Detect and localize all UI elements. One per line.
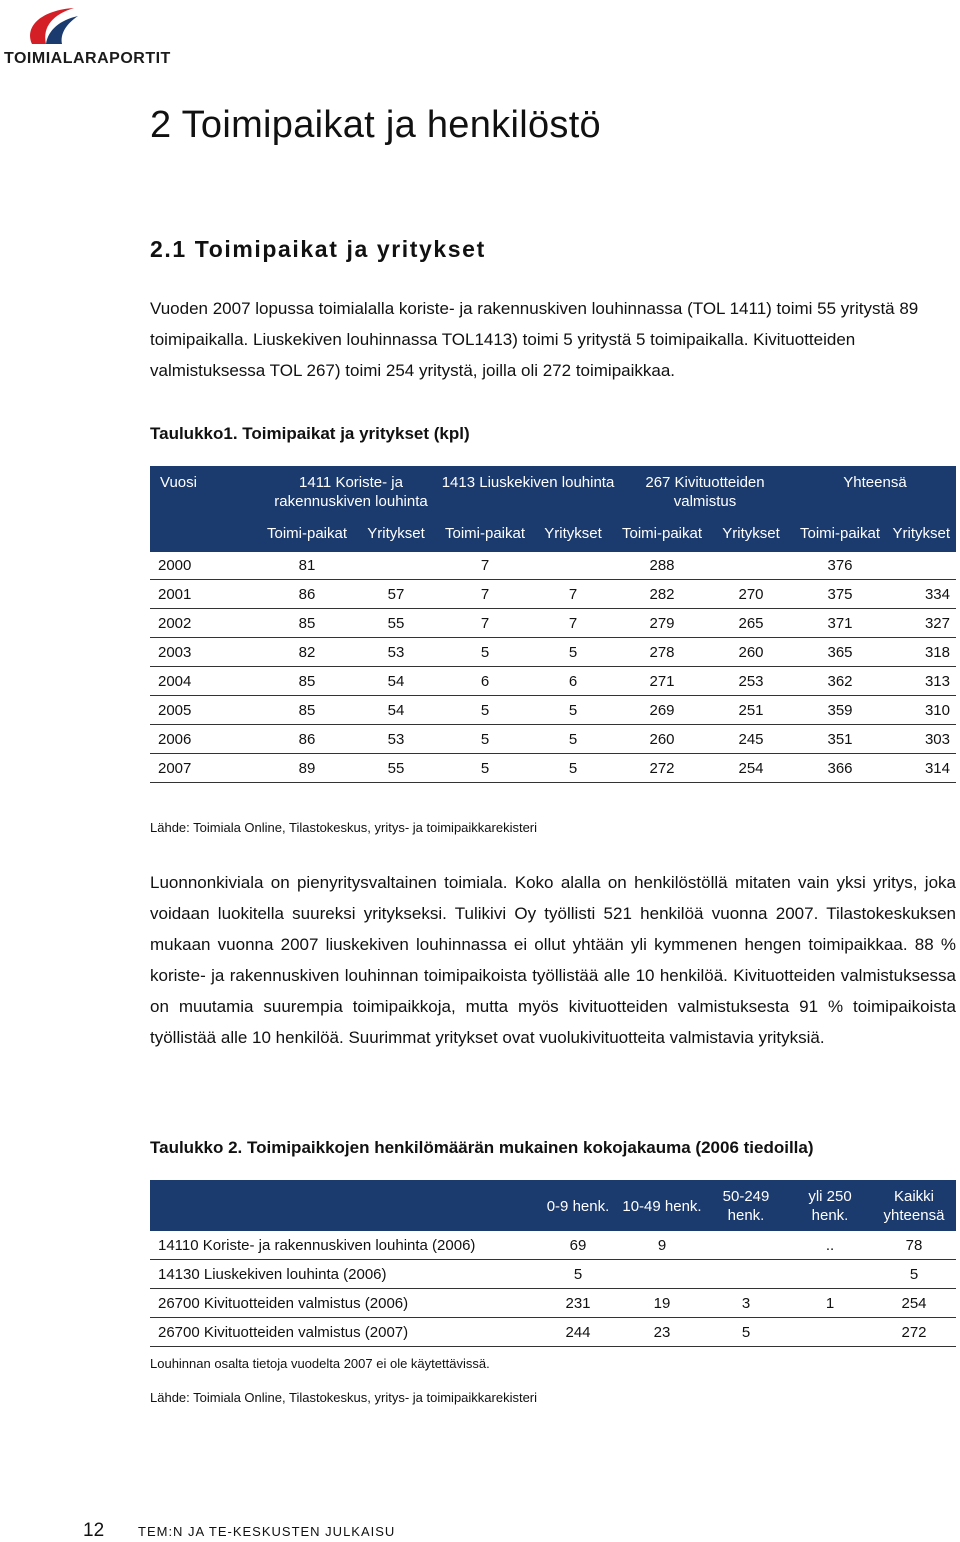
section-title: 2.1 Toimipaikat ja yritykset <box>150 236 486 262</box>
cell <box>704 1231 788 1260</box>
cell: 272 <box>616 754 708 783</box>
cell <box>352 552 440 580</box>
cell <box>530 552 616 580</box>
table-row <box>150 552 956 580</box>
cell: 54 <box>352 696 440 725</box>
cell: 6 <box>440 667 530 696</box>
cell-year: 2006 <box>150 725 262 754</box>
toimialaraportit-logo <box>2 4 182 68</box>
table2-source: Lähde: Toimiala Online, Tilastokeskus, yritys- ja toimipaikkarekisteri <box>150 1390 538 1405</box>
cell: 5 <box>704 1318 788 1347</box>
cell: 351 <box>794 725 886 754</box>
cell: 5 <box>530 725 616 754</box>
cell: 251 <box>708 696 794 725</box>
table-row <box>150 609 956 638</box>
cell-year: 2003 <box>150 638 262 667</box>
cell: 282 <box>616 580 708 609</box>
cell: 9 <box>620 1231 704 1260</box>
cell: 265 <box>708 609 794 638</box>
cell: 376 <box>794 552 886 580</box>
cell: 6 <box>530 667 616 696</box>
header-yritykset: Yritykset <box>722 525 780 542</box>
page-title: 2 Toimipaikat ja henkilöstö <box>150 104 601 146</box>
cell <box>886 552 956 580</box>
cell: 5 <box>872 1260 956 1289</box>
publication-name: TEM:N JA TE-KESKUSTEN JULKAISU <box>138 1524 396 1539</box>
row-label: 26700 Kivituotteiden valmistus (2007) <box>150 1318 536 1347</box>
table-kokojakauma <box>150 1180 956 1347</box>
cell: 5 <box>530 696 616 725</box>
header-vuosi: Vuosi <box>160 474 197 491</box>
cell-year: 2005 <box>150 696 262 725</box>
table-row <box>150 580 956 609</box>
cell: 270 <box>708 580 794 609</box>
table-row <box>150 1318 956 1347</box>
header-toimipaikat: Toimi-paikat <box>444 525 526 542</box>
cell: 365 <box>794 638 886 667</box>
cell: 7 <box>530 609 616 638</box>
cell: 313 <box>886 667 956 696</box>
cell: 85 <box>262 667 352 696</box>
cell: 314 <box>886 754 956 783</box>
cell: 81 <box>262 552 352 580</box>
cell: 55 <box>352 609 440 638</box>
header-50-249: 50-249 henk. <box>722 1188 770 1224</box>
cell: 23 <box>620 1318 704 1347</box>
header-10-49: 10-49 henk. <box>622 1197 702 1215</box>
header-yritykset: Yritykset <box>892 525 950 542</box>
cell: 54 <box>352 667 440 696</box>
row-label: 26700 Kivituotteiden valmistus (2006) <box>150 1289 536 1318</box>
cell: 5 <box>440 638 530 667</box>
cell: 85 <box>262 609 352 638</box>
cell: 271 <box>616 667 708 696</box>
row-label: 14110 Koriste- ja rakennuskiven louhinta (2006) <box>150 1231 536 1260</box>
cell: 53 <box>352 638 440 667</box>
cell: 260 <box>708 638 794 667</box>
table-row <box>150 667 956 696</box>
cell: 272 <box>872 1318 956 1347</box>
cell: 371 <box>794 609 886 638</box>
header-toimipaikat: Toimi-paikat <box>266 525 348 542</box>
header-yli-250: yli 250 henk. <box>808 1188 852 1224</box>
table-row <box>150 725 956 754</box>
cell: 244 <box>536 1318 620 1347</box>
logo-wordmark: TOIMIALARAPORTIT <box>4 50 171 67</box>
cell-year: 2004 <box>150 667 262 696</box>
cell: 288 <box>616 552 708 580</box>
cell: 7 <box>440 609 530 638</box>
cell: 279 <box>616 609 708 638</box>
cell: 78 <box>872 1231 956 1260</box>
cell <box>704 1260 788 1289</box>
cell-year: 2001 <box>150 580 262 609</box>
cell-year: 2000 <box>150 552 262 580</box>
cell: 5 <box>440 754 530 783</box>
cell: 5 <box>536 1260 620 1289</box>
table-row <box>150 1289 956 1318</box>
logo-swoosh-icon <box>2 4 182 52</box>
header-group-1413: 1413 Liuskekiven louhinta <box>441 474 615 491</box>
cell: 5 <box>440 725 530 754</box>
header-toimipaikat: Toimi-paikat <box>621 525 703 542</box>
cell: 5 <box>440 696 530 725</box>
cell: 7 <box>440 552 530 580</box>
row-label: 14130 Liuskekiven louhinta (2006) <box>150 1260 536 1289</box>
cell: 334 <box>886 580 956 609</box>
cell: .. <box>788 1231 872 1260</box>
table-row <box>150 754 956 783</box>
header-kaikki: Kaikki yhteensä <box>883 1188 945 1224</box>
cell: 303 <box>886 725 956 754</box>
table1-caption: Taulukko1. Toimipaikat ja yritykset (kpl) <box>150 424 470 443</box>
table-row <box>150 638 956 667</box>
cell: 55 <box>352 754 440 783</box>
cell: 310 <box>886 696 956 725</box>
cell: 366 <box>794 754 886 783</box>
cell: 245 <box>708 725 794 754</box>
header-blank <box>150 1180 536 1231</box>
table2-note: Louhinnan osalta tietoja vuodelta 2007 ei ole käytettävissä. <box>150 1356 490 1371</box>
cell: 5 <box>530 638 616 667</box>
header-yritykset: Yritykset <box>544 525 602 542</box>
cell: 86 <box>262 725 352 754</box>
cell <box>788 1318 872 1347</box>
cell: 359 <box>794 696 886 725</box>
cell-year: 2007 <box>150 754 262 783</box>
table-row <box>150 1231 956 1260</box>
cell: 86 <box>262 580 352 609</box>
cell: 5 <box>530 754 616 783</box>
cell: 254 <box>872 1289 956 1318</box>
cell: 260 <box>616 725 708 754</box>
cell: 1 <box>788 1289 872 1318</box>
header-0-9: 0-9 henk. <box>546 1197 610 1215</box>
header-group-267: 267 Kivituotteiden valmistus <box>645 474 765 510</box>
cell: 375 <box>794 580 886 609</box>
body-paragraph: Luonnonkiviala on pienyritysvaltainen toimiala. Koko alalla on henkilöstöllä mitaten vain yksi yritys, joka voidaan luokitella suureksi yritykseksi. Tulikivi Oy työllisti 521 henkilöä vuonna 2007. Tilastokeskuksen mukaan vuonna 2007 liuskekiven louhinnassa ei ollut yhtään yli kymmenen hengen toimipaikkaa. 88 % koriste- ja rakennuskiven louhinnan toimipaikoista työllistää alle 10 henkilöä. Kivituotteiden valmistuksessa on muutamia suurempia toimipaikkoja, mutta myös kivituotteiden valmistuksesta 91 % toimipaikoista työllistää alle 10 henkilöä. Suurimmat yritykset ovat vuolukivituotteita valmistavia yrityksiä. <box>150 873 956 1047</box>
table2-caption: Taulukko 2. Toimipaikkojen henkilömäärän mukainen kokojakauma (2006 tiedoilla) <box>150 1138 814 1157</box>
cell: 69 <box>536 1231 620 1260</box>
cell: 231 <box>536 1289 620 1318</box>
table-toimipaikat-yritykset <box>150 466 956 783</box>
cell: 53 <box>352 725 440 754</box>
cell: 7 <box>530 580 616 609</box>
cell: 7 <box>440 580 530 609</box>
cell: 3 <box>704 1289 788 1318</box>
cell: 327 <box>886 609 956 638</box>
header-yritykset: Yritykset <box>367 525 425 542</box>
table1-source: Lähde: Toimiala Online, Tilastokeskus, yritys- ja toimipaikkarekisteri <box>150 820 538 835</box>
page-number: 12 <box>83 1520 105 1541</box>
intro-paragraph: Vuoden 2007 lopussa toimialalla koriste- ja rakennuskiven louhinnassa (TOL 1411) toimi 55 yritystä 89 toimipaikalla. Liuskekiven louhinnassa TOL1413) toimi 5 yritystä 5 toimipaikalla. Kivituotteiden valmistuksessa TOL 267) toimi 254 yritystä, joilla oli 272 toimipaikkaa. <box>150 299 919 380</box>
cell: 82 <box>262 638 352 667</box>
cell: 19 <box>620 1289 704 1318</box>
cell <box>708 552 794 580</box>
cell: 85 <box>262 696 352 725</box>
cell: 269 <box>616 696 708 725</box>
cell: 89 <box>262 754 352 783</box>
header-toimipaikat: Toimi-paikat <box>799 525 881 542</box>
header-group-yhteensa: Yhteensä <box>843 474 907 491</box>
cell: 254 <box>708 754 794 783</box>
cell: 253 <box>708 667 794 696</box>
cell <box>620 1260 704 1289</box>
header-group-1411: 1411 Koriste- ja rakennuskiven louhinta <box>274 474 428 510</box>
cell: 278 <box>616 638 708 667</box>
cell <box>788 1260 872 1289</box>
cell: 362 <box>794 667 886 696</box>
cell: 57 <box>352 580 440 609</box>
table-row <box>150 1260 956 1289</box>
table-row <box>150 696 956 725</box>
cell: 318 <box>886 638 956 667</box>
cell-year: 2002 <box>150 609 262 638</box>
